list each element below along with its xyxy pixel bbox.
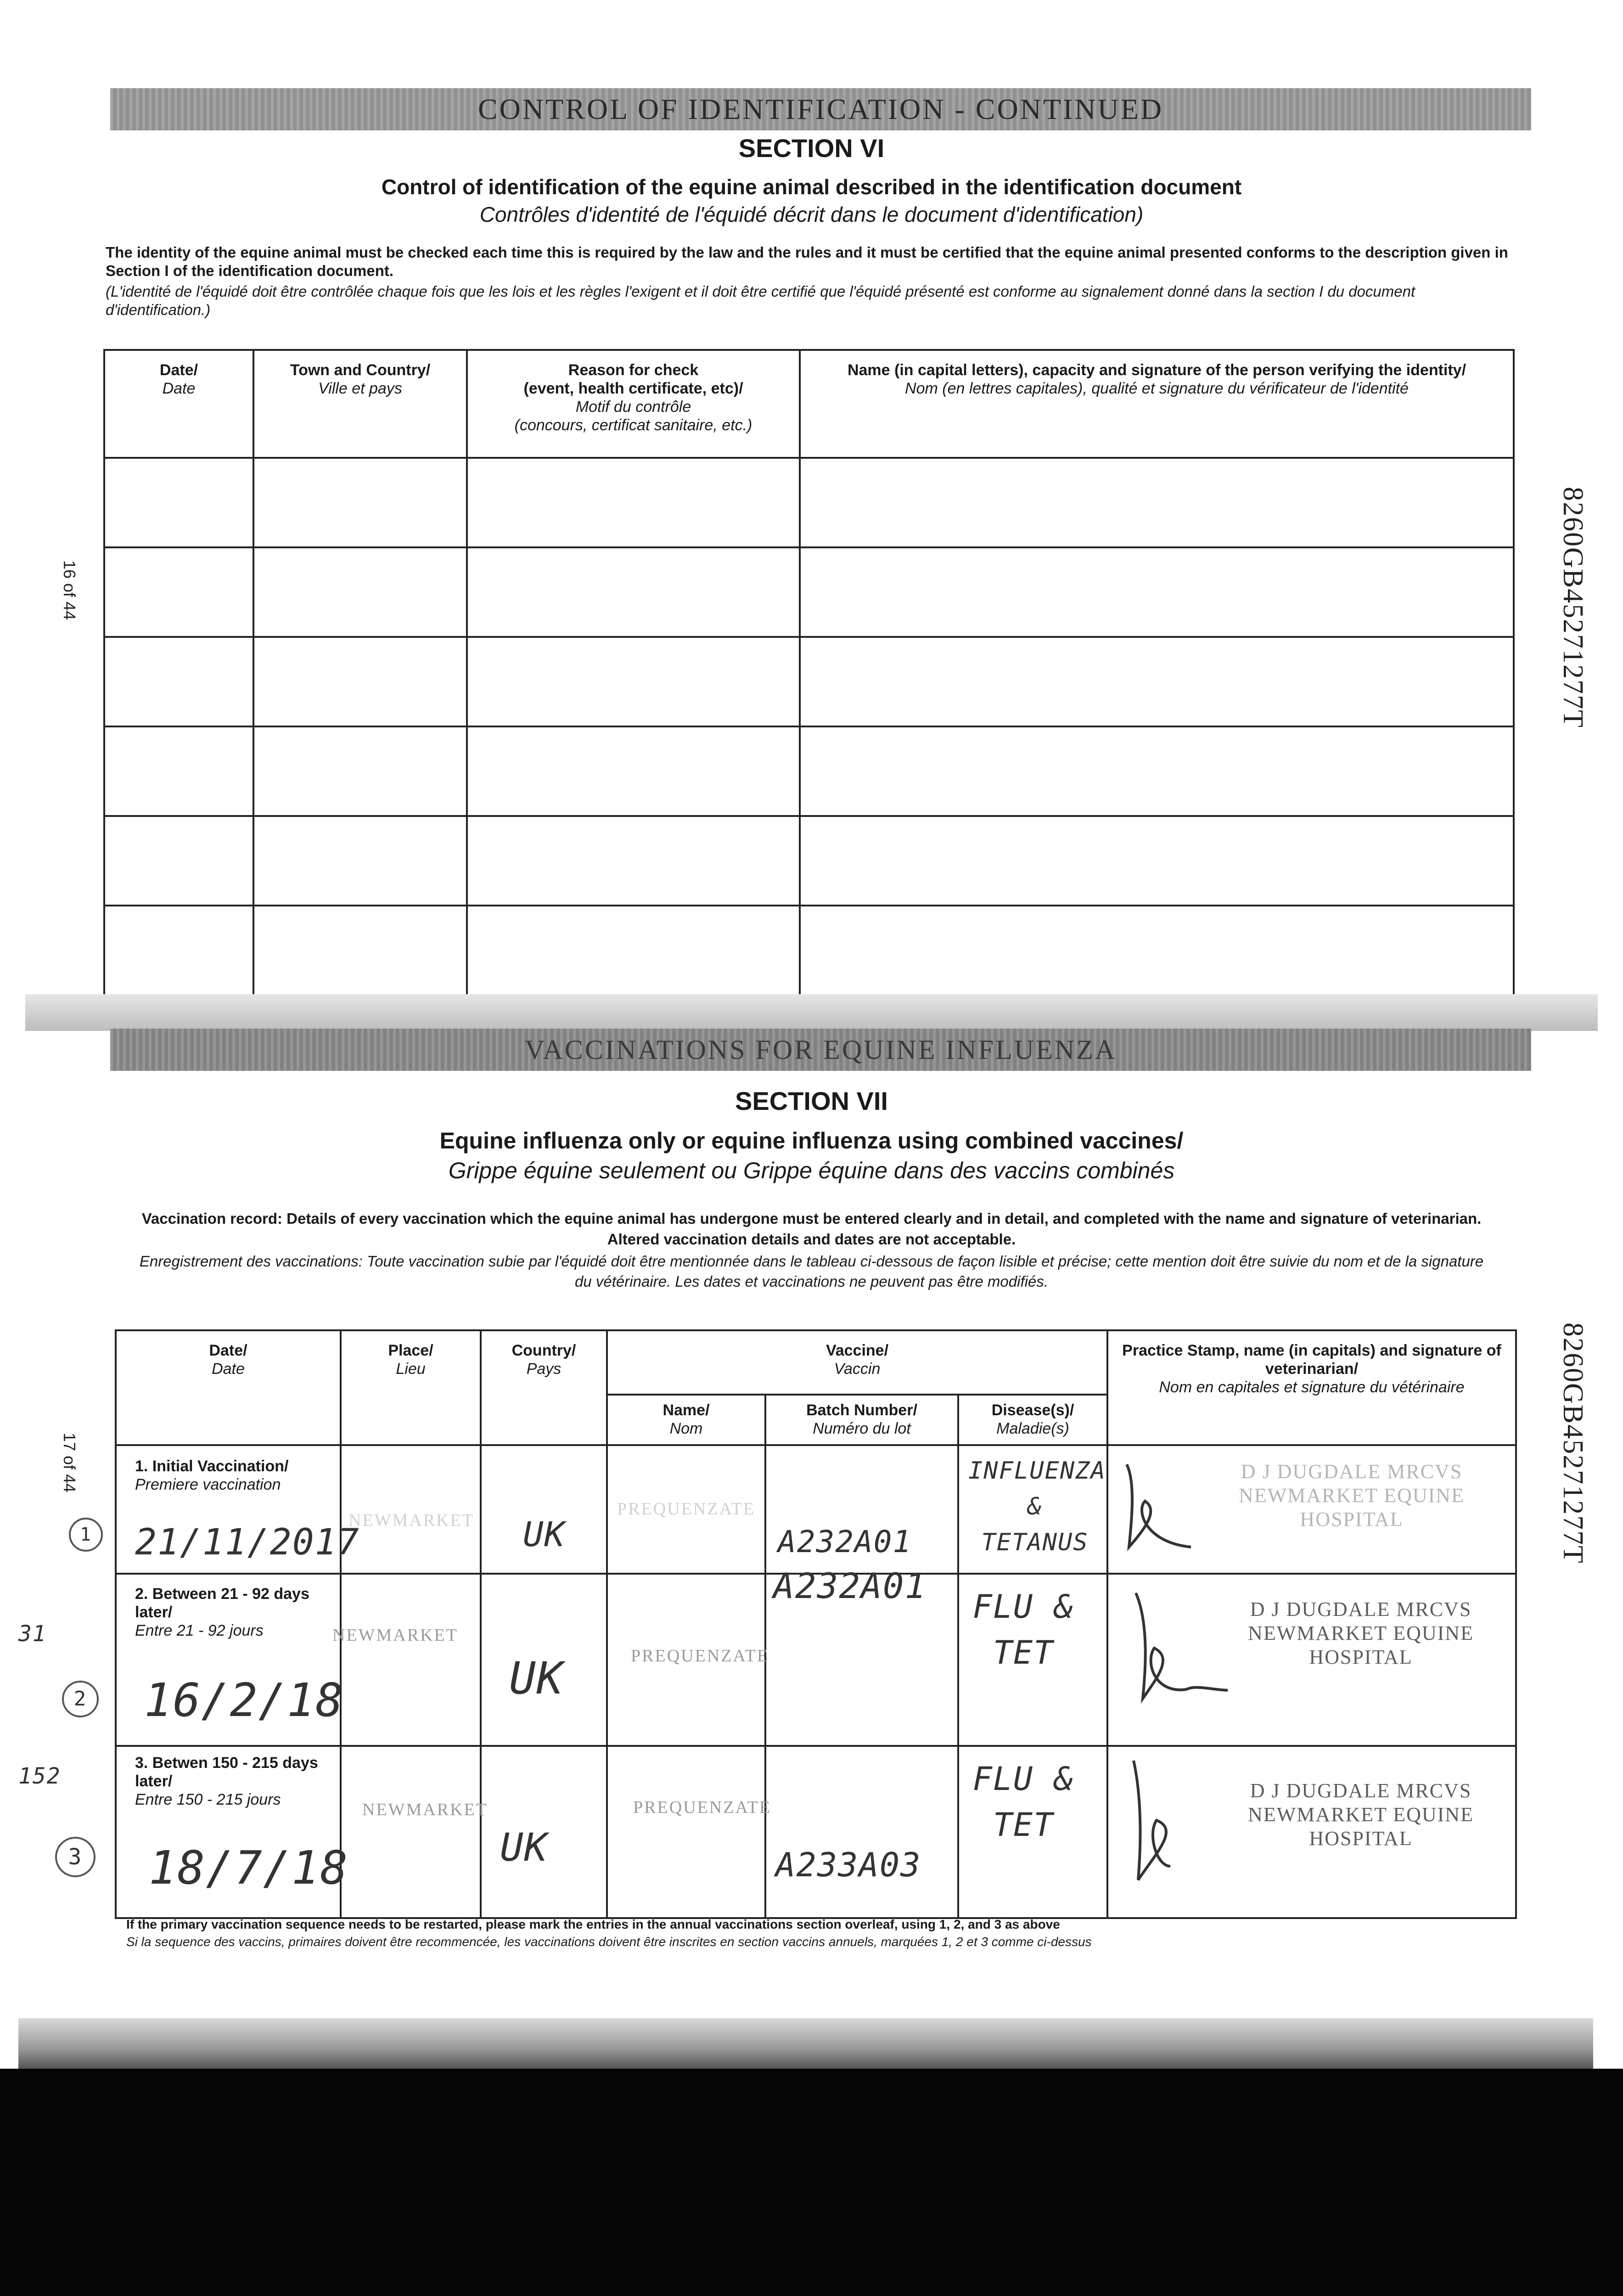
scan-dark-area (0, 2069, 1623, 2296)
s7-h-place-fr: Lieu (396, 1360, 426, 1378)
s7-r1-label-fr: Premiere vaccination (135, 1476, 281, 1493)
margin-note-1-text: 1 (79, 1524, 92, 1545)
s7-h-batch-en: Batch Number/ (806, 1401, 917, 1419)
s7-r1-vaccine-cell[interactable] (607, 1445, 765, 1574)
s7-r3-batch-cell[interactable] (765, 1746, 958, 1918)
s7-r3-label-en: 3. Betwen 150 - 215 days later/ (135, 1754, 318, 1790)
s6-cell[interactable] (800, 906, 1514, 995)
s7-r2-signature (1118, 1584, 1237, 1712)
s7-h-name-en: Name/ (663, 1401, 710, 1419)
s7-row-2 (116, 1574, 1516, 1746)
section7-title-fr: Grippe équine seulement ou Grippe équine dans des vaccins combinés (448, 1158, 1175, 1183)
s7-h-date-en: Date/ (209, 1342, 247, 1359)
s7-h-stamp-en: Practice Stamp, name (in capitals) and signature of veterinarian/ (1122, 1342, 1501, 1378)
s7-r1-place: NEWMARKET (348, 1511, 474, 1530)
s7-r1-place-cell[interactable] (341, 1445, 481, 1574)
s7-header-batch (765, 1395, 958, 1445)
s7-h-vaccine-fr: Vaccin (834, 1360, 881, 1378)
fold-shadow (25, 994, 1598, 1031)
s6-cell[interactable] (800, 816, 1514, 906)
s7-r2-label-en: 2. Between 21 - 92 days later/ (135, 1585, 309, 1621)
section7-table (115, 1329, 1517, 1919)
page-number-17: 17 of 44 (60, 1433, 79, 1493)
s6-cell[interactable] (467, 547, 800, 637)
s7-r3-date-cell[interactable] (116, 1746, 349, 1918)
s6-cell[interactable] (253, 816, 467, 906)
s6-cell[interactable] (800, 458, 1514, 547)
s7-h-place-en: Place/ (388, 1342, 433, 1359)
s6-h-town-en: Town and Country/ (290, 361, 431, 379)
section6-title-fr: Contrôles d'identité de l'équidé décrit dans le document d'identification) (479, 203, 1144, 226)
s7-r2-disease-cell[interactable] (958, 1574, 1107, 1746)
side-code-bottom: 8260GB45271277T (1557, 1322, 1589, 1564)
s7-r3-country: UK (500, 1825, 549, 1870)
s7-r2-date-cell[interactable] (116, 1574, 344, 1746)
s6-cell[interactable] (467, 458, 800, 547)
margin-note-circled-3 (55, 1837, 95, 1877)
margin-note-circled-1 (69, 1518, 103, 1552)
s6-cell[interactable] (253, 637, 467, 726)
s7-r1-vaccine: PREQUENZATE (617, 1499, 756, 1519)
s7-r1-stamp: D J DUGDALE MRCVS NEWMARKET EQUINE HOSPITAL (1239, 1460, 1465, 1531)
s7-header-date (116, 1330, 341, 1445)
section7-record-en-text: Vaccination record: Details of every vaccination which the equine animal has undergone must be entered clearly and in detail, and completed with the name and signature of veterinarian. (141, 1210, 1482, 1227)
s6-cell[interactable] (467, 816, 800, 906)
s7-r2-place-cell[interactable] (332, 1574, 481, 1746)
s7-h-country-fr: Pays (526, 1360, 562, 1378)
s7-r2-batch: A232A01 (773, 1565, 927, 1606)
s7-r2-place: NEWMARKET (332, 1626, 458, 1645)
s7-r1-date: 21/11/2017 (135, 1522, 360, 1563)
s6-h-verifier-fr: Nom (en lettres capitales), qualité et signature du vérificateur de l'identité (905, 380, 1409, 397)
section6-intro-en: The identity of the equine animal must be checked each time this is required by the law and the rules and it must be certified that the equine animal presented conforms to the description given in Section I of the identification document. (106, 244, 1508, 279)
margin-note-152: 152 (18, 1763, 61, 1789)
s7-r3-vaccine-cell[interactable] (607, 1746, 772, 1918)
s7-h-date-fr: Date (212, 1360, 245, 1378)
s6-row (104, 547, 1514, 637)
s7-r1-label (135, 1457, 288, 1494)
s7-r3-place: NEWMARKET (362, 1800, 488, 1819)
section7-banner-text: VACCINATIONS FOR EQUINE INFLUENZA (524, 1034, 1117, 1065)
margin-note-2-text: 2 (73, 1687, 87, 1711)
s7-r2-vaccine: PREQUENZATE (631, 1646, 769, 1666)
page-number-16: 16 of 44 (60, 560, 79, 620)
margin-note-circled-2 (62, 1681, 99, 1717)
s7-r3-place-cell[interactable] (341, 1746, 488, 1918)
s7-r3-date: 18/7/18 (149, 1841, 349, 1895)
s7-h-name-fr: Nom (669, 1420, 703, 1437)
s7-r3-signature (1115, 1751, 1225, 1889)
s6-cell[interactable] (467, 637, 800, 726)
s6-row (104, 816, 1514, 906)
section7-footnote-en: If the primary vaccination sequence needs to be restarted, please mark the entries in the annual vaccinations section overleaf, using 1, 2, and 3 as above (126, 1917, 1060, 1931)
s6-h-reason-en: Reason for check (event, health certificate, etc)/ (523, 361, 743, 397)
section7-record-en (0, 1210, 1623, 1227)
s6-h-verifier-en: Name (in capital letters), capacity and signature of the person verifying the identity/ (847, 361, 1466, 379)
s7-row-1 (116, 1445, 1516, 1574)
s7-r1-country: UK (523, 1515, 566, 1554)
s7-r3-disease-cell[interactable] (958, 1746, 1107, 1918)
s7-header-stamp (1107, 1330, 1516, 1445)
s6-cell[interactable] (253, 726, 467, 816)
s7-r3-disease: FLU & TET (972, 1760, 1074, 1844)
s7-r2-country-cell[interactable] (481, 1574, 607, 1746)
s6-cell[interactable] (800, 547, 1514, 637)
s6-header-verifier (800, 350, 1514, 458)
section6-banner-text: CONTROL OF IDENTIFICATION - CONTINUED (477, 93, 1164, 125)
side-code-top: 8260GB45271277T (1557, 487, 1589, 728)
section6-title-en: Control of identification of the equine animal described in the identification document (381, 175, 1242, 199)
s7-h-disease-en: Disease(s)/ (991, 1401, 1074, 1419)
s7-r3-stamp: D J DUGDALE MRCVS NEWMARKET EQUINE HOSPITAL (1248, 1779, 1474, 1850)
s7-header-vaccine (607, 1330, 1107, 1395)
s6-cell[interactable] (253, 458, 467, 547)
s7-h-disease-fr: Maladie(s) (996, 1420, 1069, 1437)
s7-r2-batch-cell[interactable] (765, 1565, 958, 1746)
s6-h-date-en: Date/ (159, 361, 198, 379)
s6-header-reason (467, 350, 800, 458)
s7-r2-label-fr: Entre 21 - 92 jours (135, 1622, 264, 1639)
s7-r3-vaccine: PREQUENZATE (633, 1798, 772, 1817)
s6-h-date-fr: Date (162, 380, 196, 397)
s7-h-stamp-fr: Nom en capitales et signature du vétérinaire (1159, 1379, 1465, 1396)
s7-r1-stamp-cell[interactable] (1107, 1445, 1516, 1574)
s7-r2-date: 16/2/18 (144, 1673, 344, 1727)
s7-row-3 (116, 1746, 1516, 1918)
s6-cell[interactable] (800, 726, 1514, 816)
scan-edge-band (18, 2018, 1593, 2069)
s7-r2-stamp: D J DUGDALE MRCVS NEWMARKET EQUINE HOSPITAL (1248, 1598, 1474, 1668)
s7-header-place (341, 1330, 481, 1445)
s6-cell[interactable] (104, 637, 253, 726)
s7-r1-batch-cell[interactable] (765, 1445, 958, 1574)
s7-r1-date-cell[interactable] (116, 1445, 360, 1574)
s6-row (104, 458, 1514, 547)
s6-header-date (104, 350, 253, 458)
section7-record-fr2: du vétérinaire. Les dates et vaccinations ne peuvent pas être modifiés. (575, 1273, 1048, 1290)
s6-cell[interactable] (253, 547, 467, 637)
s7-r1-country-cell[interactable] (481, 1445, 607, 1574)
s7-r2-vaccine-cell[interactable] (607, 1574, 769, 1746)
s6-cell[interactable] (467, 906, 800, 995)
s6-h-town-fr: Ville et pays (318, 380, 402, 397)
s6-cell[interactable] (467, 726, 800, 816)
s6-row (104, 906, 1514, 995)
section6-banner (110, 88, 1531, 130)
s7-r1-disease-cell[interactable] (958, 1445, 1107, 1574)
s7-r2-country: UK (509, 1653, 564, 1704)
s7-r2-label (135, 1585, 328, 1640)
section6-table (103, 349, 1515, 996)
s6-cell[interactable] (800, 637, 1514, 726)
s7-r2-disease: FLU & TET (972, 1588, 1074, 1671)
s6-cell[interactable] (104, 906, 253, 995)
s6-h-reason-fr: Motif du contrôle (concours, certificat sanitaire, etc.) (514, 398, 753, 434)
s7-r1-label-en: 1. Initial Vaccination/ (135, 1458, 289, 1475)
s6-row (104, 637, 1514, 726)
s6-cell[interactable] (253, 906, 467, 995)
s7-r1-disease: INFLUENZA & TETANUS (968, 1457, 1106, 1556)
s7-r1-signature (1118, 1455, 1209, 1565)
margin-note-3-text: 3 (68, 1844, 83, 1870)
s6-row (104, 726, 1514, 816)
s7-h-vaccine-en: Vaccine/ (826, 1342, 889, 1359)
section7-footnote-fr: Si la sequence des vaccins, primaires doivent être recommencée, les vaccinations doivent être inscrites en section vaccins annuels, marquées 1, 2 et 3 comme ci-dessus (126, 1935, 1092, 1949)
section6-heading: SECTION VI (738, 134, 885, 163)
s7-header-disease (958, 1395, 1107, 1445)
section7-banner (110, 1029, 1531, 1071)
s7-header-country (481, 1330, 607, 1445)
s7-h-country-en: Country/ (511, 1342, 576, 1359)
s7-header-vaccine-name (607, 1395, 765, 1445)
section6-intro-fr: (L'identité de l'équidé doit être contrôlée chaque fois que les lois et les règles l'exigent et il doit être certifié que l'équidé présenté est conforme au signalement donné dans la section I du document d'identification.) (106, 283, 1415, 318)
s6-header-town (253, 350, 467, 458)
s7-r3-label-fr: Entre 150 - 215 jours (135, 1791, 281, 1808)
s6-cell[interactable] (104, 458, 253, 547)
s7-r2-stamp-cell[interactable] (1107, 1574, 1516, 1746)
section7-record-en2: Altered vaccination details and dates are not acceptable. (607, 1231, 1016, 1248)
section7-heading: SECTION VII (735, 1086, 888, 1115)
s6-cell[interactable] (104, 726, 253, 816)
s6-cell[interactable] (104, 816, 253, 906)
s7-r3-country-cell[interactable] (481, 1746, 607, 1918)
s7-r3-stamp-cell[interactable] (1107, 1746, 1516, 1918)
s6-cell[interactable] (104, 547, 253, 637)
section7-record-fr: Enregistrement des vaccinations: Toute vaccination subie par l'équidé doit être mentionnée dans le tableau ci-dessous de façon lisible et précise; cette mention doit être suivie du nom et de la signature (139, 1253, 1484, 1270)
s7-h-batch-fr: Numéro du lot (813, 1420, 911, 1437)
s7-r1-batch: A232A01 (778, 1524, 912, 1559)
s7-r3-label (135, 1754, 328, 1809)
margin-note-31: 31 (18, 1621, 47, 1647)
section7-title-en: Equine influenza only or equine influenza using combined vaccines/ (439, 1128, 1184, 1154)
s7-r3-batch: A233A03 (775, 1846, 921, 1884)
